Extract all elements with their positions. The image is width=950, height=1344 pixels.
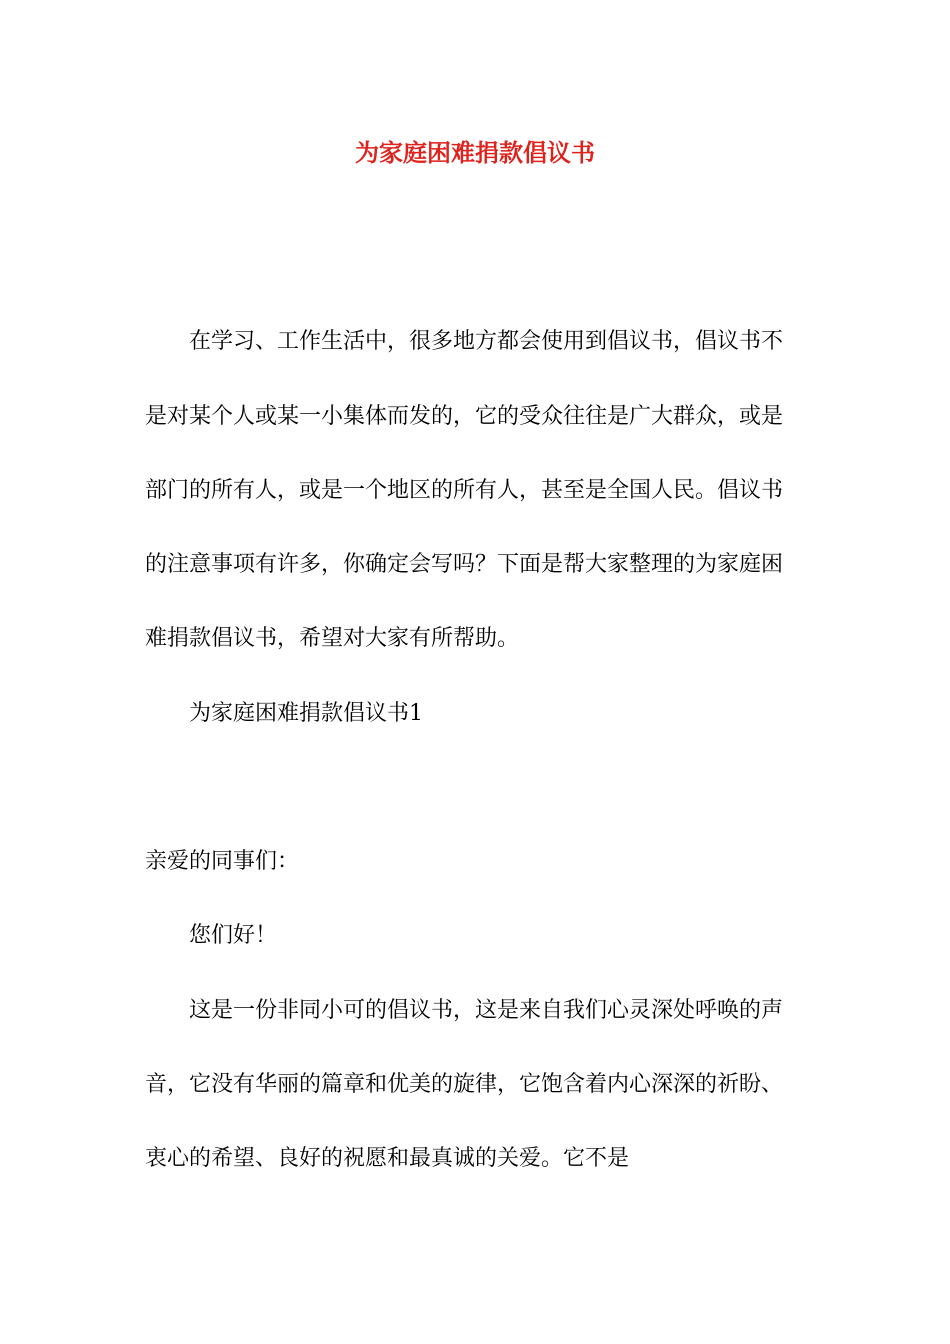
document-title: 为家庭困难捐款倡议书 bbox=[355, 139, 595, 167]
section-heading: 为家庭困难捐款倡议书1 bbox=[189, 701, 423, 726]
body-line: 部门的所有人，或是一个地区的所有人，甚至是全国人民。倡议书 bbox=[145, 478, 784, 503]
body-line: 是对某个人或某一小集体而发的，它的受众往往是广大群众，或是 bbox=[145, 404, 784, 429]
body-line: 这是一份非同小可的倡议书，这是来自我们心灵深处呼唤的声 bbox=[189, 998, 784, 1023]
greeting: 您们好！ bbox=[189, 923, 278, 948]
body-line: 音，它没有华丽的篇章和优美的旋律，它饱含着内心深深的祈盼、 bbox=[145, 1072, 784, 1097]
body-line: 难捐款倡议书，希望对大家有所帮助。 bbox=[145, 626, 520, 651]
body-line: 的注意事项有许多，你确定会写吗？下面是帮大家整理的为家庭困 bbox=[145, 552, 784, 577]
body-line: 在学习、工作生活中，很多地方都会使用到倡议书，倡议书不 bbox=[189, 329, 784, 354]
salutation: 亲爱的同事们： bbox=[145, 849, 300, 874]
body-line: 衷心的希望、良好的祝愿和最真诚的关爱。它不是 bbox=[145, 1146, 630, 1171]
